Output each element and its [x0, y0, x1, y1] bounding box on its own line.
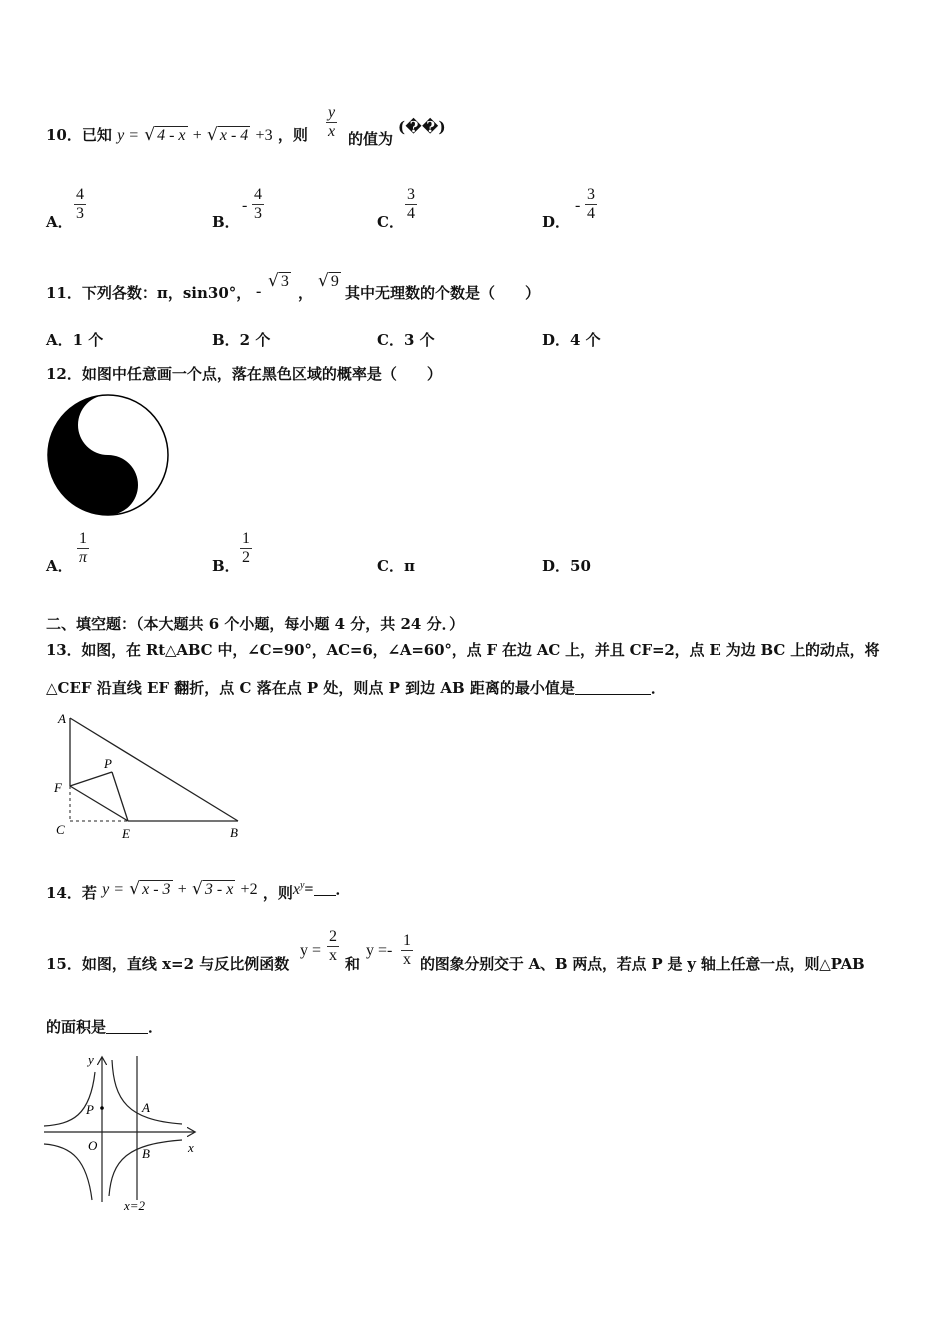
q10-option-b-label: B．: [212, 213, 240, 231]
radical-sign: √: [268, 271, 279, 291]
label-a: A: [142, 1100, 150, 1115]
q10-fraction-y-over-x: [326, 104, 337, 141]
frac-denominator: 3: [254, 205, 262, 222]
q15-answer-blank[interactable]: [106, 1019, 148, 1034]
q10-radicand-2: x - 4: [219, 127, 249, 144]
yin-yang-black-dot: [96, 473, 120, 497]
side-ab: [70, 718, 238, 821]
radical-sign: √: [144, 125, 156, 145]
q14-number: 14．若: [46, 884, 97, 902]
q15-stem-b: 的图象分别交于 A、B 两点，若点 P 是 y 轴上任意一点，则△PAB: [420, 955, 865, 973]
label-o: O: [88, 1138, 98, 1153]
q15-f1-eq: y =: [300, 942, 322, 959]
label-a: A: [58, 711, 66, 726]
q10-then: ，则: [277, 126, 308, 144]
q14-base-x: x: [292, 881, 300, 898]
curve-y-2-over-x-q3: [44, 1144, 92, 1200]
q14-radicand-2: 3 - x: [204, 881, 234, 898]
q13-answer-blank[interactable]: [575, 680, 651, 695]
frac-denominator: x: [329, 947, 337, 964]
q14-then: ，则: [262, 884, 293, 902]
q14-equals: =: [304, 881, 314, 898]
q14-exponent-y: y: [299, 880, 305, 891]
q12-option-b-label: B．: [212, 557, 240, 575]
q10-frac-denominator: x: [328, 123, 336, 140]
q14-answer-blank[interactable]: [314, 881, 336, 896]
q10-plus: +: [192, 127, 202, 144]
frac-numerator: 3: [587, 186, 595, 203]
q10-tail-text: 的值为: [348, 130, 394, 148]
frac-numerator: 1: [242, 530, 250, 547]
yin-yang-white-dot: [96, 413, 120, 437]
q11-text-b: 其中无理数的个数是（ ）: [345, 284, 541, 302]
q10-radicand-1: 4 - x: [157, 127, 186, 144]
label-p: P: [86, 1102, 94, 1117]
q11-comma: ，: [298, 284, 314, 302]
frac-denominator: x: [403, 951, 411, 968]
label-c: C: [56, 822, 65, 837]
section-2-heading: 二、填空题：（本大题共 6 个小题，每小题 4 分，共 24 分．）: [46, 615, 465, 633]
q15-f2-eq: y =-: [366, 942, 393, 959]
q12-option-a-label: A．: [46, 557, 73, 575]
q10-option-c-label: C．: [377, 213, 404, 231]
point-p: [100, 1106, 104, 1110]
label-e: E: [122, 826, 130, 841]
q10-option-b-fraction: [252, 186, 264, 223]
q10-option-b-sign: -: [242, 197, 248, 214]
yin-yang-figure: [46, 393, 170, 517]
q10-option-a-fraction: [74, 186, 86, 223]
q12-option-c: C．π: [377, 557, 415, 575]
q10-frac-numerator: y: [328, 104, 336, 121]
q10-plus-3: +3: [255, 127, 273, 144]
label-y: y: [88, 1052, 94, 1067]
q15-end: ．: [148, 1018, 164, 1036]
frac-numerator: 2: [329, 928, 337, 945]
q15-hyperbola-figure: [42, 1050, 207, 1215]
frac-denominator: 2: [242, 549, 250, 566]
frac-denominator: 4: [587, 205, 595, 222]
frac-numerator: 1: [403, 932, 411, 949]
q10-stem: [46, 124, 308, 150]
q13-line-2-text: △CEF 沿直线 EF 翻折，点 C 落在点 P 处，则点 P 到边 AB 距离的最小值是: [46, 679, 575, 697]
q10-option-c-fraction: [405, 186, 417, 223]
q13-line-1: 13．如图，在 Rt△ABC 中，∠C=90°，AC=6，∠A=60°，点 F 在边 AC 上，并且 CF=2，点 E 为边 BC 上的动点，将: [46, 641, 880, 659]
q11-radicand-9: 9: [330, 273, 339, 290]
frac-denominator: π: [79, 549, 88, 566]
q14-plus: +: [177, 881, 187, 898]
label-x: x: [188, 1140, 194, 1155]
q15-f2-fraction: [401, 932, 413, 969]
q15-he: 和: [345, 955, 361, 973]
q10-option-a-label: A．: [46, 213, 73, 231]
label-b: B: [230, 825, 238, 840]
frac-numerator: 4: [76, 186, 84, 203]
frac-numerator: 1: [77, 530, 89, 549]
frac-denominator: 3: [76, 205, 84, 222]
radical-sign: √: [207, 125, 218, 145]
segment-fe: [70, 786, 128, 821]
q14-plus-2: +2: [240, 881, 258, 898]
radical-sign: √: [318, 271, 329, 291]
q12-option-d: D．50: [542, 557, 591, 575]
q10-number: 10．已知: [46, 126, 112, 144]
q11-option-b: B．2 个: [212, 331, 271, 349]
segment-pe: [112, 772, 128, 821]
q15-line-2: [46, 1016, 163, 1037]
q11-option-a: A．1 个: [46, 331, 104, 349]
radical-sign: √: [129, 879, 141, 899]
q11-option-c: C．3 个: [377, 331, 435, 349]
q14-eq-y: y =: [102, 881, 125, 898]
q10-option-d-fraction: [585, 186, 597, 223]
label-b: B: [142, 1146, 150, 1161]
segment-fp: [70, 772, 112, 786]
q15-f1-fraction: [327, 928, 339, 965]
q14-stem: [46, 878, 351, 903]
q12-stem: 12．如图中任意画一个点，落在黑色区域的概率是（ ）: [46, 365, 442, 383]
q10-option-d-label: D．: [542, 213, 571, 231]
q11-radicand-3: 3: [280, 273, 289, 290]
q13-line-2: [46, 677, 666, 698]
q10-eq-y: y =: [117, 127, 140, 144]
q12-option-a-fraction: [77, 530, 89, 567]
q11-text-a: 11．下列各数：π，sin30°，: [46, 284, 252, 302]
q13-triangle-figure: [50, 710, 250, 845]
q13-end: ．: [650, 679, 666, 697]
q11-stem: [46, 282, 251, 303]
frac-denominator: 4: [407, 205, 415, 222]
q11-sqrt9: [318, 271, 341, 291]
q11-sqrt3: [268, 271, 291, 291]
frac-numerator: 4: [254, 186, 262, 203]
q15-line-2-text: 的面积是: [46, 1018, 107, 1036]
q14-end: ．: [335, 880, 351, 898]
radical-sign: √: [192, 879, 203, 899]
q10-option-d-sign: -: [575, 197, 581, 214]
q15-stem-a: 15．如图，直线 x=2 与反比例函数: [46, 955, 290, 973]
q11-option-d: D．4 个: [542, 331, 601, 349]
q12-option-b-fraction: [240, 530, 252, 567]
q14-radicand-1: x - 3: [142, 881, 171, 898]
label-p: P: [104, 756, 112, 771]
curve-y-neg-1-over-x-q2: [44, 1072, 95, 1126]
label-f: F: [54, 780, 62, 795]
q10-tail: [348, 128, 393, 149]
frac-numerator: 3: [407, 186, 415, 203]
q10-tail-garbled: (��): [398, 118, 446, 136]
label-x-equals-2: x=2: [124, 1198, 146, 1213]
q11-minus: -: [256, 283, 262, 300]
